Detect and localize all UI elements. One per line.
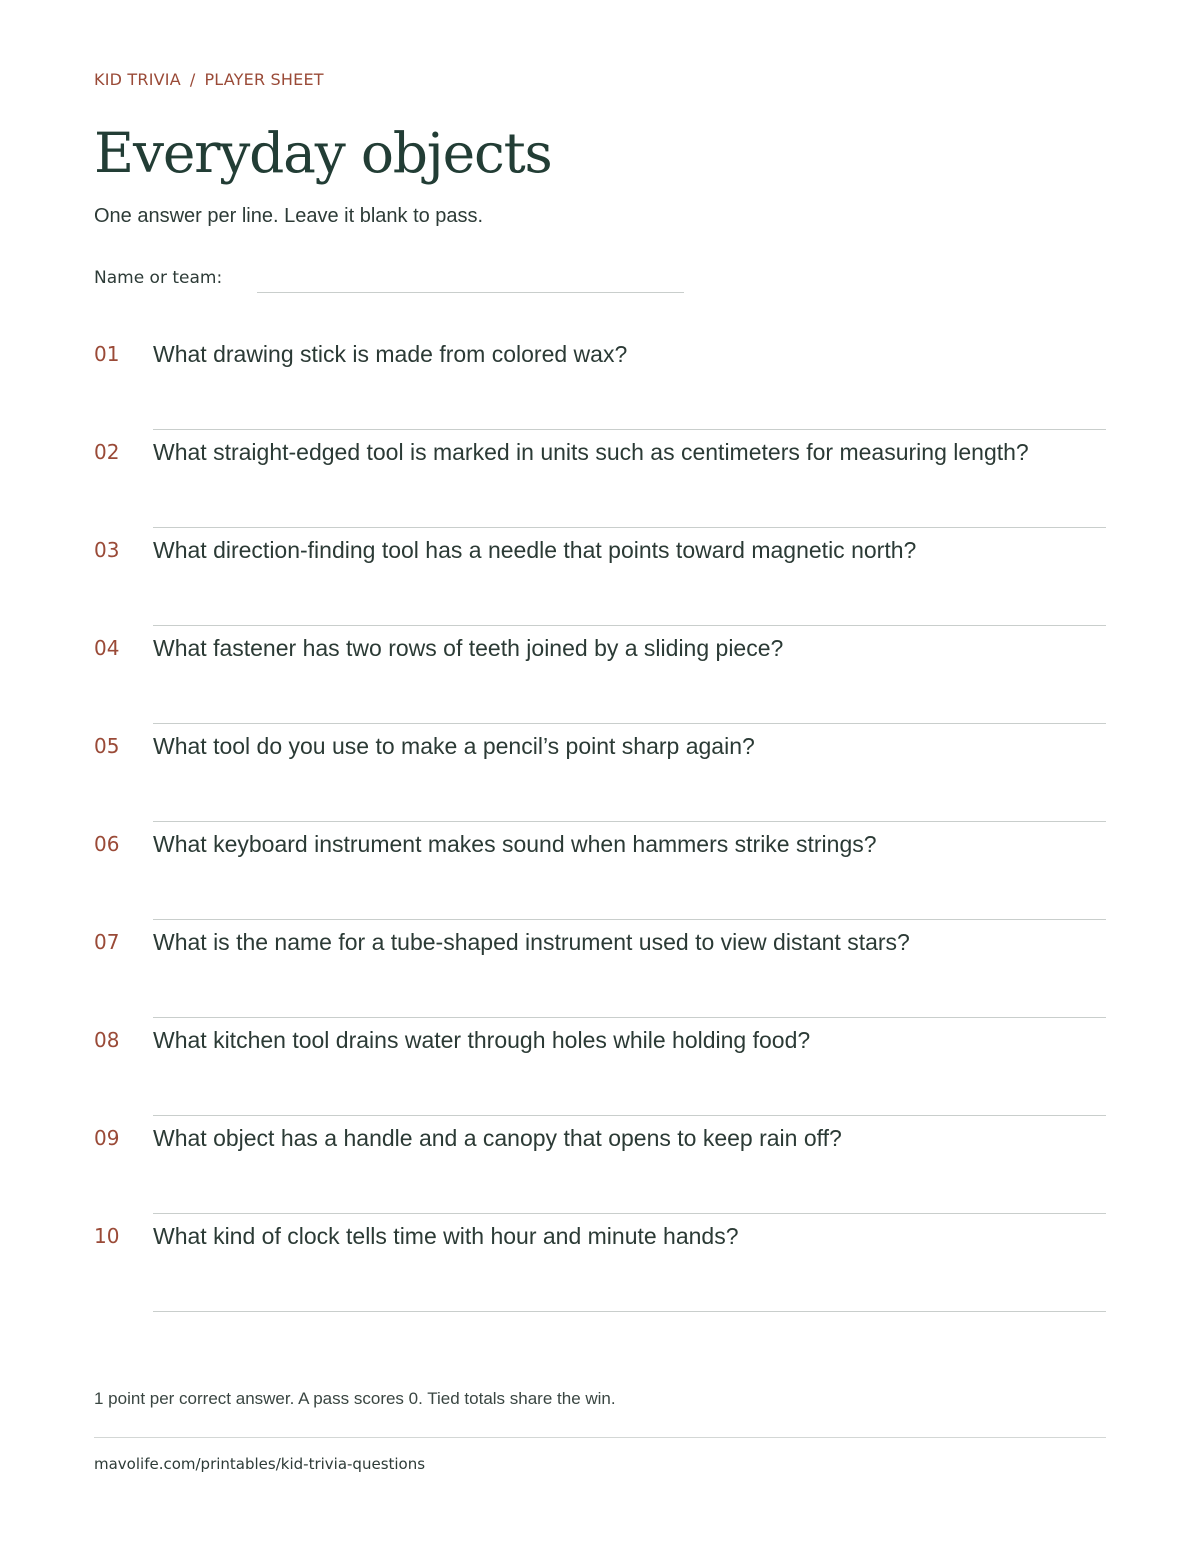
answer-line[interactable] <box>153 1017 1106 1018</box>
answer-line[interactable] <box>153 1213 1106 1214</box>
question-text: What tool do you use to make a pencil’s point sharp again? <box>153 733 755 759</box>
question-item <box>94 338 1106 436</box>
breadcrumb <box>94 70 324 89</box>
question-item <box>94 926 1106 1024</box>
question-number: 09 <box>94 1126 120 1150</box>
page-title: Everyday objects <box>94 121 552 185</box>
question-item <box>94 1024 1106 1122</box>
question-number: 08 <box>94 1028 120 1052</box>
question-number: 07 <box>94 930 120 954</box>
question-text: What keyboard instrument makes sound when hammers strike strings? <box>153 831 877 857</box>
question-text: What is the name for a tube-shaped instrument used to view distant stars? <box>153 929 910 955</box>
question-item <box>94 1122 1106 1220</box>
breadcrumb-separator: / <box>189 70 196 89</box>
breadcrumb-page: PLAYER SHEET <box>204 70 324 89</box>
answer-line[interactable] <box>153 1115 1106 1116</box>
question-text: What direction-finding tool has a needle that points toward magnetic north? <box>153 537 917 563</box>
question-text: What straight-edged tool is marked in units such as centimeters for measuring length? <box>153 439 1029 465</box>
question-item <box>94 828 1106 926</box>
answer-line[interactable] <box>153 723 1106 724</box>
footer-url: mavolife.com/printables/kid-trivia-questions <box>94 1455 426 1473</box>
question-number: 10 <box>94 1224 120 1248</box>
name-field-line[interactable] <box>257 292 684 293</box>
answer-line[interactable] <box>153 527 1106 528</box>
name-field-row <box>94 268 694 298</box>
question-text: What kitchen tool drains water through holes while holding food? <box>153 1027 811 1053</box>
question-list <box>94 338 1106 1318</box>
answer-line[interactable] <box>153 821 1106 822</box>
footer-divider <box>94 1437 1106 1438</box>
question-number: 05 <box>94 734 120 758</box>
question-item <box>94 1220 1106 1318</box>
answer-line[interactable] <box>153 625 1106 626</box>
question-number: 06 <box>94 832 120 856</box>
breadcrumb-section: KID TRIVIA <box>94 70 181 89</box>
answer-line[interactable] <box>153 1311 1106 1312</box>
question-number: 04 <box>94 636 120 660</box>
question-item <box>94 730 1106 828</box>
instructions: One answer per line. Leave it blank to pass. <box>94 205 484 227</box>
question-number: 03 <box>94 538 120 562</box>
scoring-note: 1 point per correct answer. A pass scores 0. Tied totals share the win. <box>94 1389 616 1408</box>
name-field-label: Name or team: <box>94 268 223 288</box>
question-item <box>94 632 1106 730</box>
question-text: What object has a handle and a canopy that opens to keep rain off? <box>153 1125 842 1151</box>
question-number: 01 <box>94 342 120 366</box>
answer-line[interactable] <box>153 919 1106 920</box>
question-text: What kind of clock tells time with hour and minute hands? <box>153 1223 739 1249</box>
question-item <box>94 436 1106 534</box>
question-item <box>94 534 1106 632</box>
answer-line[interactable] <box>153 429 1106 430</box>
question-text: What fastener has two rows of teeth joined by a sliding piece? <box>153 635 784 661</box>
question-number: 02 <box>94 440 120 464</box>
question-text: What drawing stick is made from colored wax? <box>153 341 628 367</box>
